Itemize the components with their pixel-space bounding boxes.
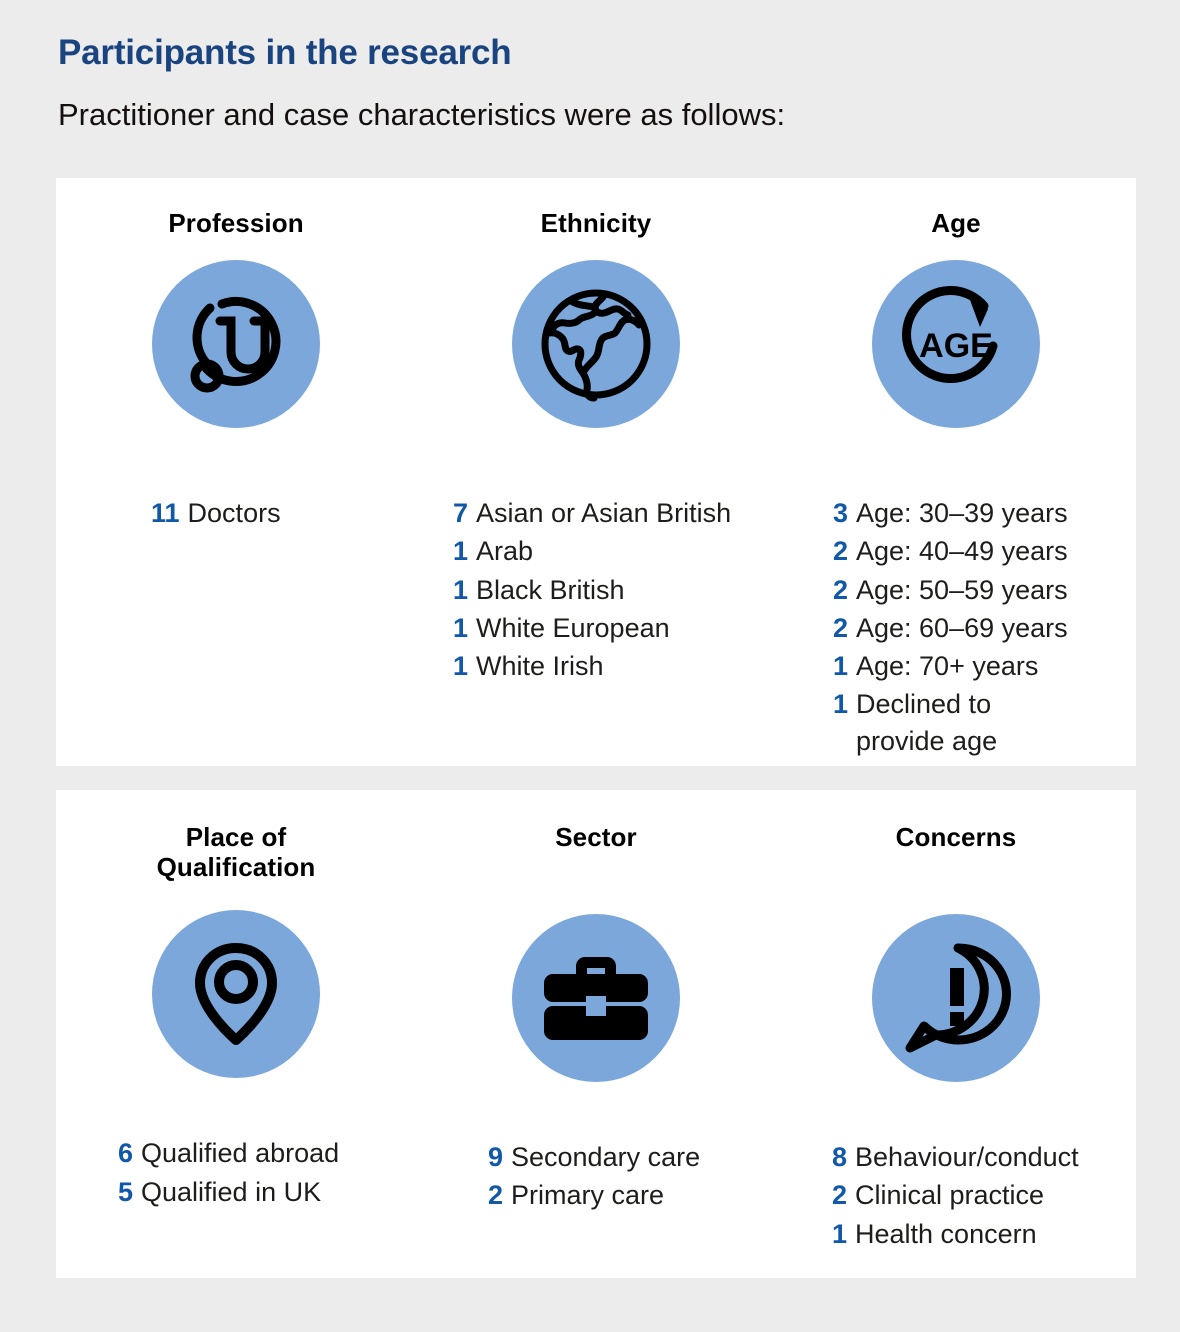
list-item xyxy=(825,1215,1087,1253)
stat-label: Age: 40–49 years xyxy=(856,536,1068,567)
list-item xyxy=(446,571,746,609)
icon-wrap-concerns xyxy=(872,852,1040,1082)
stat-label: Age: 30–39 years xyxy=(856,498,1068,529)
stats-wrap-place-of-qualification xyxy=(56,1078,416,1211)
stat-count: 1 xyxy=(832,688,848,719)
column-profession xyxy=(56,178,416,766)
icon-wrap-profession xyxy=(152,238,320,428)
stat-label: Doctors xyxy=(187,498,281,529)
stat-count: 9 xyxy=(487,1142,503,1173)
list-item xyxy=(111,1173,361,1211)
list-item xyxy=(826,494,1086,532)
stat-count: 2 xyxy=(487,1180,503,1211)
stat-label: Clinical practice xyxy=(855,1180,1045,1211)
stat-count: 1 xyxy=(452,613,468,644)
list-item xyxy=(446,494,746,532)
icon-wrap-ethnicity xyxy=(512,238,680,428)
age-cycle-icon xyxy=(872,260,1040,428)
card-practitioner-characteristics xyxy=(56,178,1136,766)
column-concerns xyxy=(776,790,1136,1278)
icon-wrap-place-of-qualification xyxy=(152,882,320,1078)
list-item xyxy=(826,647,1086,685)
column-ethnicity xyxy=(416,178,776,766)
stat-label: Primary care xyxy=(511,1180,665,1211)
stat-count: 1 xyxy=(832,651,848,682)
stat-count: 3 xyxy=(832,498,848,529)
stats-wrap-sector xyxy=(416,1082,776,1215)
list-item xyxy=(825,1138,1087,1176)
stat-count: 1 xyxy=(452,536,468,567)
stats-list-sector xyxy=(481,1138,711,1215)
stat-count: 1 xyxy=(452,651,468,682)
stat-count: 2 xyxy=(832,574,848,605)
stats-wrap-ethnicity xyxy=(416,428,776,686)
stat-count: 2 xyxy=(832,613,848,644)
column-sector xyxy=(416,790,776,1278)
stat-label: Black British xyxy=(476,574,625,605)
stats-list-profession xyxy=(151,494,321,532)
stat-count: 7 xyxy=(452,498,468,529)
header xyxy=(58,34,1138,132)
stats-wrap-concerns xyxy=(776,1082,1136,1253)
page-title: Participants in the research xyxy=(58,33,512,72)
column-heading-sector: Sector xyxy=(555,822,637,852)
stat-label: Age: 70+ years xyxy=(856,651,1039,682)
list-item xyxy=(151,494,321,532)
stat-count: 2 xyxy=(831,1180,847,1211)
column-place-of-qualification xyxy=(56,790,416,1278)
list-item xyxy=(111,1134,361,1172)
list-item xyxy=(825,1176,1087,1214)
stats-wrap-profession xyxy=(56,428,416,532)
stat-label: Health concern xyxy=(855,1218,1037,1249)
list-item xyxy=(481,1138,711,1176)
stats-list-age xyxy=(826,494,1086,759)
column-heading-profession: Profession xyxy=(168,208,304,238)
stethoscope-icon xyxy=(152,260,320,428)
column-heading-ethnicity: Ethnicity xyxy=(540,208,652,238)
list-item xyxy=(446,609,746,647)
list-item xyxy=(481,1176,711,1214)
stat-label: Behaviour/conduct xyxy=(855,1142,1079,1173)
page-subtitle: Practitioner and case characteristics were as follows: xyxy=(58,96,786,132)
stat-label: Age: 50–59 years xyxy=(856,574,1068,605)
globe-icon xyxy=(512,260,680,428)
card-case-characteristics xyxy=(56,790,1136,1278)
list-item xyxy=(826,609,1086,647)
column-heading-place-of-qualification: Place of Qualification xyxy=(156,822,316,883)
stat-label: White Irish xyxy=(476,651,604,682)
briefcase-icon xyxy=(512,914,680,1082)
stat-count: 8 xyxy=(831,1142,847,1173)
stats-list-ethnicity xyxy=(446,494,746,686)
stats-wrap-age xyxy=(776,428,1136,759)
stats-list-concerns xyxy=(825,1138,1087,1253)
icon-wrap-age xyxy=(872,238,1040,428)
stat-label: Declined to provide age xyxy=(856,688,998,756)
stat-count: 6 xyxy=(117,1138,133,1169)
stat-count: 1 xyxy=(831,1218,847,1249)
column-heading-concerns: Concerns xyxy=(895,822,1017,852)
icon-wrap-sector xyxy=(512,852,680,1082)
column-age xyxy=(776,178,1136,766)
stat-label: White European xyxy=(476,613,670,644)
stat-label: Qualified abroad xyxy=(141,1138,340,1169)
stat-label: Qualified in UK xyxy=(141,1176,322,1207)
stat-count: 5 xyxy=(117,1176,133,1207)
column-heading-age: Age xyxy=(931,208,981,238)
speech-bubble-alert-icon xyxy=(872,914,1040,1082)
stat-label: Arab xyxy=(476,536,534,567)
list-item xyxy=(826,571,1086,609)
list-item xyxy=(446,532,746,570)
list-item xyxy=(826,686,1086,759)
stat-label: Asian or Asian British xyxy=(476,498,732,529)
stat-count: 1 xyxy=(452,574,468,605)
stat-label: Age: 60–69 years xyxy=(856,613,1068,644)
stat-count: 2 xyxy=(832,536,848,567)
age-icon-text: AGE xyxy=(919,327,993,366)
map-pin-icon xyxy=(152,910,320,1078)
stat-count: 11 xyxy=(151,498,180,529)
list-item xyxy=(826,532,1086,570)
stats-list-place-of-qualification xyxy=(111,1134,361,1211)
list-item xyxy=(446,647,746,685)
stat-label: Secondary care xyxy=(511,1142,701,1173)
